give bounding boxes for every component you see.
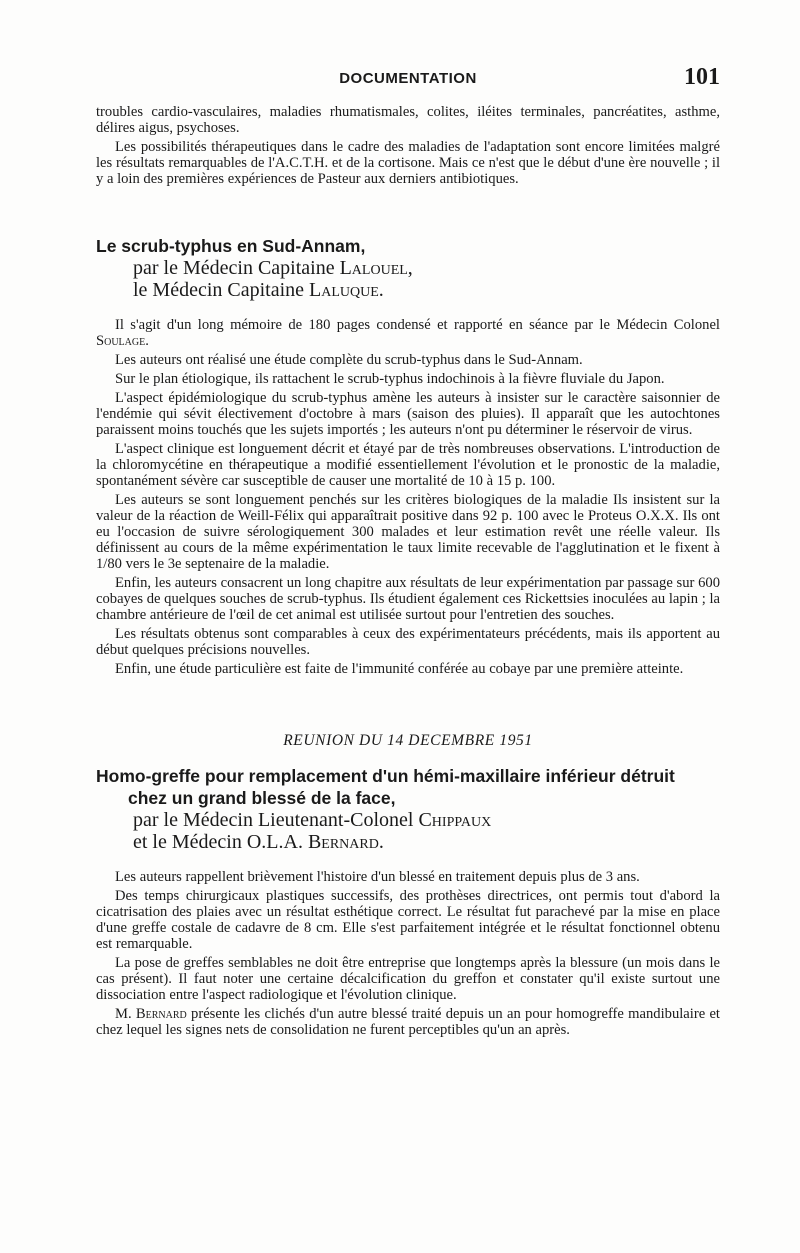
article-2-paragraph-4: [96, 1006, 720, 1038]
running-header: [96, 66, 720, 96]
author-name: Bernard.: [307, 831, 384, 853]
article-1: [96, 235, 720, 677]
paragraph-text: Il s'agit d'un long mémoire de 180 pages condensé et rapporté en séance par le Médecin Colonel: [115, 317, 720, 333]
spacer: [96, 301, 720, 317]
author-prefix: par le Médecin Lieutenant-Colonel: [133, 809, 419, 831]
author-name: Laluque.: [309, 279, 384, 301]
article-1-paragraph-4: L'aspect épidémiologique du scrub-typhus amène les auteurs à insister sur le caractère saisonnier de l'endémie qui sévit électivement d'octobre à mars (saison des pluies). Il apparaît que les autochtones paraissent moins touchés que les sujets importés ; les auteurs n'ont pu déterminer le réservoir de virus.: [96, 390, 720, 438]
session-heading: REUNION DU 14 DECEMBRE 1951: [283, 732, 533, 749]
intro-paragraph-1: troubles cardio-vasculaires, maladies rhumatismales, colites, iléites terminales, pancréatites, asthme, délires aigus, psychoses.: [96, 104, 720, 136]
section-gap: [96, 190, 720, 235]
author-name: Lalouel,: [339, 257, 413, 279]
speaker-name: M. Bernard: [115, 1006, 187, 1022]
article-1-paragraph-2: Les auteurs ont réalisé une étude complète du scrub-typhus dans le Sud-Annam.: [115, 352, 583, 368]
author-prefix: le Médecin Capitaine: [133, 279, 310, 301]
article-2-paragraph-2: Des temps chirurgicaux plastiques successifs, des prothèses directrices, ont permis tout d'abord la cicatrisation des plaies avec un résultat esthétique correct. Le résultat fut parachevé par la mise en place d'une greffe costale de cadavre de 8 cm. Elle s'est parfaitement intégrée et le résultat fonctionnel obtenu est remarquable.: [96, 888, 720, 952]
page-number: 101: [684, 64, 720, 90]
article-1-author-2: [96, 279, 720, 301]
article-1-paragraph-6: Les auteurs se sont longuement penchés sur les critères biologiques de la maladie Ils insistent sur la valeur de la réaction de Weill-Félix qui apparaîtrait positive dans 92 p. 100 avec le Proteus O.X.X. Ils ont eu l'occasion de suivre sérologiquement 300 malades et leur estimation revêt une réelle valeur. Ils définissent au cours de la même expérimentation le taux limite recevable de l'agglutination et le fixent à 1/80 vers le 3e septenaire de la maladie.: [96, 492, 720, 572]
running-title: DOCUMENTATION: [339, 70, 477, 87]
rapporteur-name: Soulage.: [96, 333, 149, 349]
intro-paragraph-2: Les possibilités thérapeutiques dans le cadre des maladies de l'adaptation sont encore limitées malgré les résultats remarquables de l'A.C.T.H. et de la cortisone. Mais ce n'est que le début d'une ère nouvelle ; il y a loin des premières expériences de Pasteur aux derniers antibiotiques.: [96, 139, 720, 187]
author-name: Chippaux: [418, 809, 492, 831]
article-1-paragraph-1: [96, 317, 720, 349]
document-body: [96, 104, 720, 1041]
article-2-title-line-1: Homo-greffe pour remplacement d'un hémi-maxillaire inférieur détruit: [96, 766, 675, 786]
article-2-paragraph-1: Les auteurs rappellent brièvement l'histoire d'un blessé en traitement depuis plus de 3 ans.: [115, 869, 640, 885]
article-1-paragraph-7: Enfin, les auteurs consacrent un long chapitre aux résultats de leur expérimentation par passage sur 600 cobayes de quelques souches de scrub-typhus. Ils étudient également ces Rickettsies inoculées au lapin ; la chambre antérieure de l'œil de cet animal est utilisée surtout pour l'entretien des souches.: [96, 575, 720, 623]
article-2-author-1: [96, 809, 720, 831]
author-prefix: et le Médecin O.L.A.: [133, 831, 308, 853]
article-2: [96, 765, 720, 1038]
spacer: [96, 853, 720, 869]
article-1-paragraph-5: L'aspect clinique est longuement décrit et étayé par de très nombreuses observations. L'introduction de la chloromycétine en thérapeutique a modifié essentiellement l'évolution et le pronostic de la maladie, spontanément sévère car susceptible de causer une mortalité de 10 à 15 p. 100.: [96, 441, 720, 489]
article-1-paragraph-9: Enfin, une étude particulière est faite de l'immunité conférée au cobaye par une première atteinte.: [115, 661, 684, 677]
paragraph-text: présente les clichés d'un autre blessé traité depuis un an pour homogreffe mandibulaire et chez lequel les signes nets de consolidation ne furent perceptibles qu'un an après.: [96, 1006, 720, 1038]
article-1-author-1: [96, 257, 720, 279]
article-1-paragraph-8: Les résultats obtenus sont comparables à ceux des expérimentateurs précédents, mais ils apportent au début quelques précisions nouvelles.: [96, 626, 720, 658]
author-prefix: par le Médecin Capitaine: [133, 257, 340, 279]
article-2-title-line-2: chez un grand blessé de la face,: [128, 788, 396, 808]
article-1-paragraph-3: Sur le plan étiologique, ils rattachent le scrub-typhus indochinois à la fièvre fluviale du Japon.: [115, 371, 665, 387]
article-2-author-2: [96, 831, 720, 853]
article-2-paragraph-3: La pose de greffes semblables ne doit être entreprise que longtemps après la blessure (un mois dans le cas présent). Il faut noter une certaine décalcification du greffon et constater qu'il existe surtout une dissociation entre l'aspect radiologique et l'évolution clinique.: [96, 955, 720, 1003]
article-1-title: Le scrub-typhus en Sud-Annam,: [96, 236, 366, 256]
